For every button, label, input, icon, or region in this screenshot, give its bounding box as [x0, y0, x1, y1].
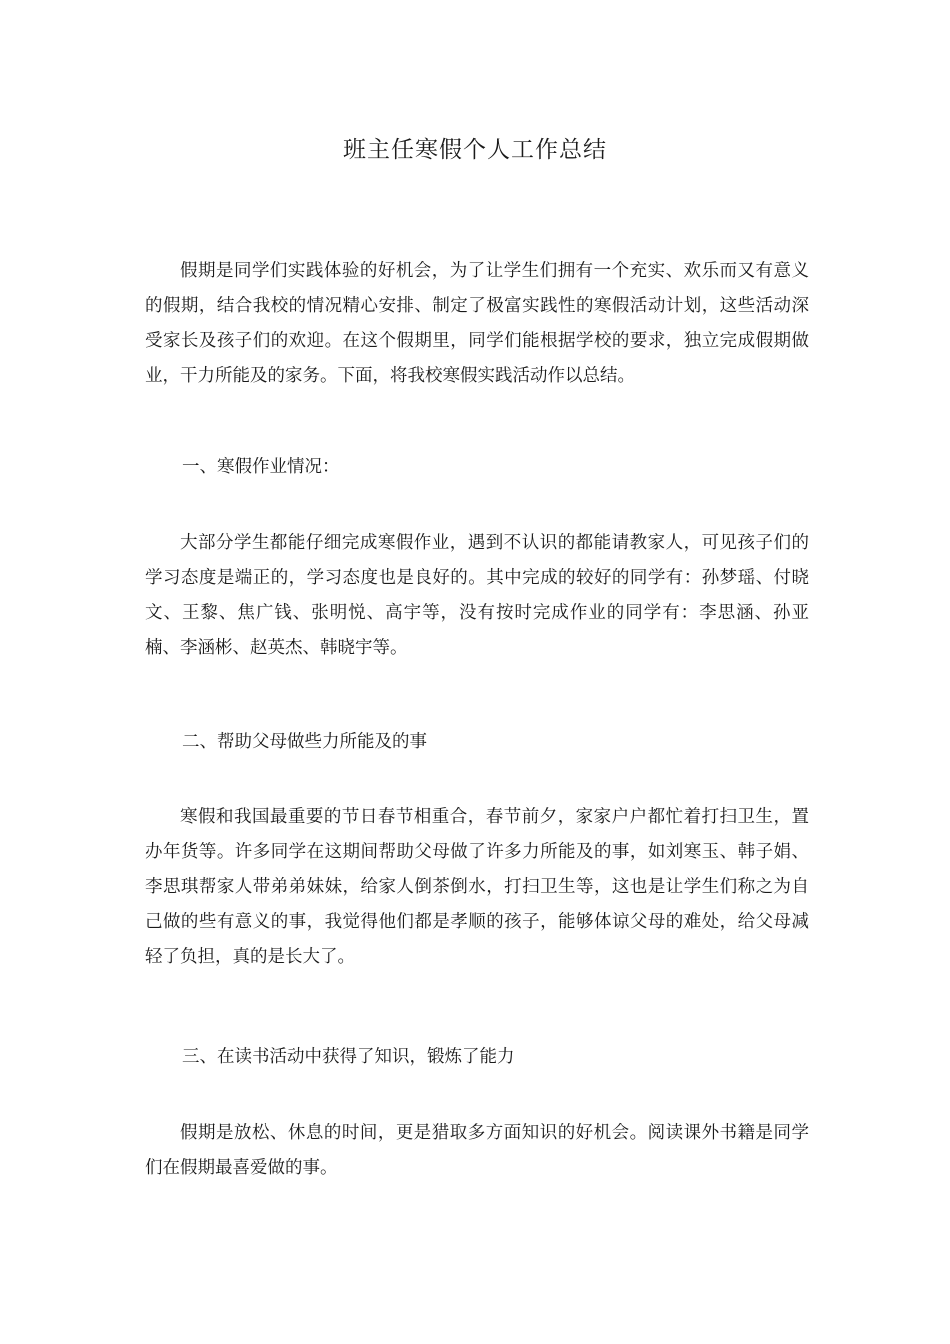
section-2-heading: 二、帮助父母做些力所能及的事 [182, 732, 427, 752]
section-3-heading: 三、在读书活动中获得了知识，锻炼了能力 [182, 1047, 515, 1067]
section-1-heading: 一、寒假作业情况： [182, 457, 340, 477]
intro-paragraph: 假期是同学们实践体验的好机会，为了让学生们拥有一个充实、欢乐而又有意义的假期，结合我校的情况精心安排、制定了极富实践性的寒假活动计划，这些活动深受家长及孩子们的欢迎。在这个假期里，同学们能根据学校的要求，独立完成假期做业，干力所能及的家务。下面，将我校寒假实践活动作以总结。 [145, 261, 809, 386]
section-3-paragraph: 假期是放松、休息的时间，更是猎取多方面知识的好机会。阅读课外书籍是同学们在假期最喜爱做的事。 [145, 1123, 809, 1178]
section-1-paragraph: 大部分学生都能仔细完成寒假作业，遇到不认识的都能请教家人，可见孩子们的学习态度是端正的，学习态度也是良好的。其中完成的较好的同学有：孙梦瑶、付晓文、王黎、焦广钱、张明悦、高宇等，没有按时完成作业的同学有：李思涵、孙亚楠、李涵彬、赵英杰、韩晓宇等。 [145, 533, 809, 658]
document-title: 班主任寒假个人工作总结 [343, 137, 607, 163]
section-2-paragraph: 寒假和我国最重要的节日春节相重合，春节前夕，家家户户都忙着打扫卫生，置办年货等。许多同学在这期间帮助父母做了许多力所能及的事，如刘寒玉、韩子娟、李思琪帮家人带弟弟妹妹，给家人倒茶倒水，打扫卫生等，这也是让学生们称之为自己做的些有意义的事，我觉得他们都是孝顺的孩子，能够体谅父母的难处，给父母减轻了负担，真的是长大了。 [145, 807, 809, 967]
